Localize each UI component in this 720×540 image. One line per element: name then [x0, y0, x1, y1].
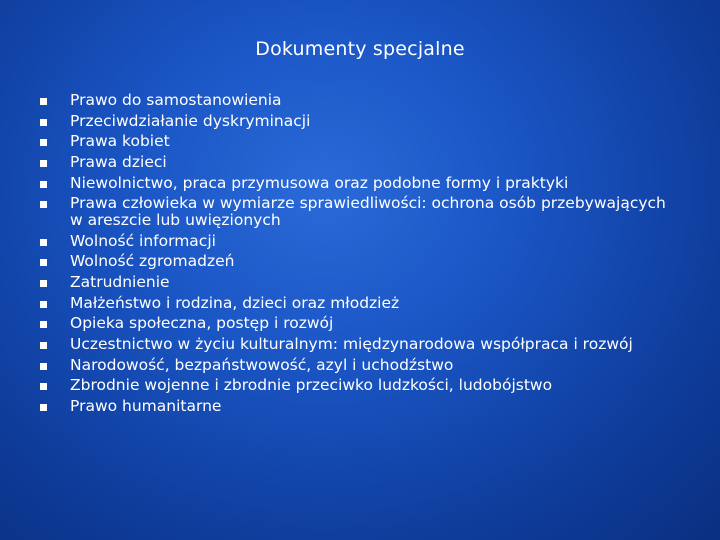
list-item [40, 253, 680, 270]
list-item [40, 113, 680, 130]
list-item [40, 357, 680, 374]
list-item [40, 133, 680, 150]
list-item-text: Prawo humanitarne [70, 397, 222, 416]
list-item-text: Uczestnictwo w życiu kulturalnym: międzynarodowa współpraca i rozwój [70, 335, 633, 354]
slide-title: Dokumenty specjalne [255, 38, 465, 60]
square-bullet-icon [40, 119, 47, 126]
square-bullet-icon [40, 363, 47, 370]
list-item [40, 154, 680, 171]
square-bullet-icon [40, 259, 47, 266]
square-bullet-icon [40, 280, 47, 287]
list-item [40, 377, 680, 394]
list-item-text: Zatrudnienie [70, 273, 170, 291]
square-bullet-icon [40, 383, 47, 390]
list-item [40, 233, 680, 250]
list-item-text: Wolność zgromadzeń [70, 252, 235, 271]
list-item-text: Niewolnictwo, praca przymusowa oraz podobne formy i praktyki [70, 173, 569, 192]
square-bullet-icon [40, 160, 47, 167]
list-item [40, 315, 680, 332]
list-item-text: Prawo do samostanowienia [70, 91, 282, 109]
list-item-text: Przeciwdziałanie dyskryminacji [70, 111, 311, 130]
list-item [40, 336, 680, 353]
square-bullet-icon [40, 301, 47, 308]
list-item-text: Prawa dzieci [70, 153, 167, 172]
square-bullet-icon [40, 239, 47, 246]
list-item [40, 195, 680, 228]
list-item-text: Narodowość, bezpaństwowość, azyl i uchodźstwo [70, 355, 454, 374]
list-item-text: Małżeństwo i rodzina, dzieci oraz młodzież [70, 293, 400, 312]
square-bullet-icon [40, 139, 47, 146]
list-item-text: Prawa człowieka w wymiarze sprawiedliwości: ochrona osób przebywających w areszcie lub uwięzionych [70, 194, 666, 229]
square-bullet-icon [40, 201, 47, 208]
list-item-text: Opieka społeczna, postęp i rozwój [70, 314, 334, 333]
list-item [40, 175, 680, 192]
list-item [40, 92, 680, 109]
square-bullet-icon [40, 181, 47, 188]
list-item-text: Wolność informacji [70, 231, 216, 250]
list-item [40, 274, 680, 291]
square-bullet-icon [40, 321, 47, 328]
list-item [40, 295, 680, 312]
square-bullet-icon [40, 342, 47, 349]
square-bullet-icon [40, 98, 47, 105]
square-bullet-icon [40, 404, 47, 411]
list-item-text: Zbrodnie wojenne i zbrodnie przeciwko ludzkości, ludobójstwo [70, 376, 553, 395]
list-item [40, 398, 680, 415]
bullet-list [40, 92, 680, 419]
list-item-text: Prawa kobiet [70, 132, 170, 151]
